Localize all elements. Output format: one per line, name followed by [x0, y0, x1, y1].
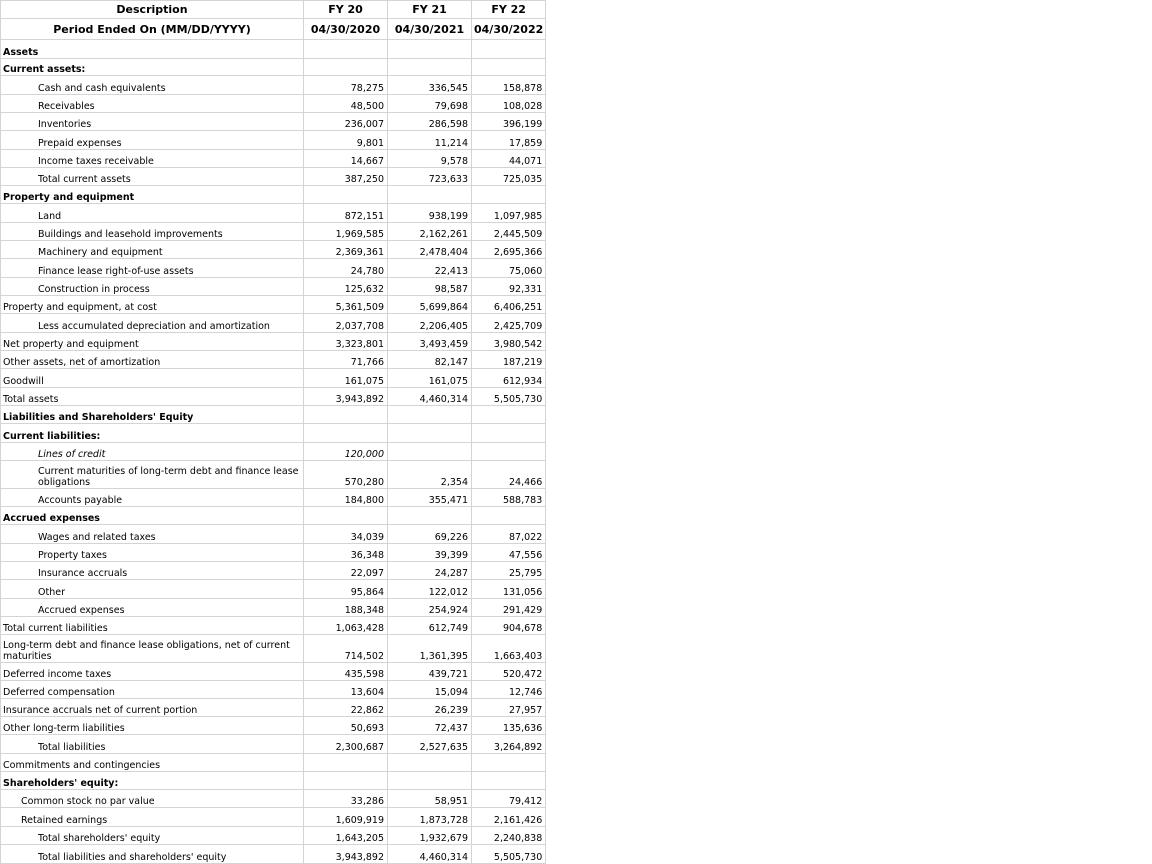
cell-fy21: 1,873,728 — [388, 808, 472, 827]
cell-fy22: 27,957 — [472, 699, 546, 717]
row-label: Other assets, net of amortization — [1, 351, 304, 369]
cell-fy20: 2,300,687 — [304, 735, 388, 754]
cell-fy21: 286,598 — [388, 113, 472, 131]
cell-fy21: 122,012 — [388, 580, 472, 599]
cell-fy21 — [388, 40, 472, 59]
cell-fy21: 355,471 — [388, 489, 472, 507]
cell-fy21: 3,493,459 — [388, 333, 472, 351]
cell-fy20: 5,361,509 — [304, 296, 388, 314]
cell-fy22: 25,795 — [472, 562, 546, 580]
cell-fy20: 78,275 — [304, 76, 388, 95]
cell-fy20 — [304, 186, 388, 204]
table-row — [1, 388, 546, 406]
cell-fy22: 108,028 — [472, 95, 546, 113]
table-row — [1, 617, 546, 635]
cell-fy22: 520,472 — [472, 663, 546, 681]
cell-fy20: 236,007 — [304, 113, 388, 131]
table-row — [1, 544, 546, 562]
table-row — [1, 406, 546, 424]
table-row — [1, 599, 546, 617]
table-row — [1, 772, 546, 790]
cell-fy21: 1,932,679 — [388, 827, 472, 845]
row-label: Construction in process — [1, 278, 304, 296]
table-row — [1, 717, 546, 735]
cell-fy22: 3,264,892 — [472, 735, 546, 754]
row-label: Total shareholders' equity — [1, 827, 304, 845]
table-row — [1, 259, 546, 278]
header-period-fy20: 04/30/2020 — [304, 19, 388, 40]
table-row — [1, 562, 546, 580]
cell-fy21: 58,951 — [388, 790, 472, 808]
row-label: Insurance accruals — [1, 562, 304, 580]
row-label: Finance lease right-of-use assets — [1, 259, 304, 278]
cell-fy22: 158,878 — [472, 76, 546, 95]
table-row — [1, 296, 546, 314]
cell-fy20: 34,039 — [304, 525, 388, 544]
cell-fy22: 2,445,509 — [472, 223, 546, 241]
table-row — [1, 790, 546, 808]
cell-fy22: 1,663,403 — [472, 635, 546, 663]
row-label: Total liabilities and shareholders' equity — [1, 845, 304, 864]
header-period-fy22: 04/30/2022 — [472, 19, 546, 40]
cell-fy22: 3,980,542 — [472, 333, 546, 351]
cell-fy22 — [472, 754, 546, 772]
row-label: Total current liabilities — [1, 617, 304, 635]
table-row — [1, 59, 546, 76]
cell-fy21: 612,749 — [388, 617, 472, 635]
row-label: Commitments and contingencies — [1, 754, 304, 772]
cell-fy20: 3,323,801 — [304, 333, 388, 351]
row-label: Property and equipment, at cost — [1, 296, 304, 314]
cell-fy20: 1,643,205 — [304, 827, 388, 845]
cell-fy20: 184,800 — [304, 489, 388, 507]
table-row — [1, 489, 546, 507]
row-label: Long-term debt and finance lease obligations, net of current maturities — [1, 635, 304, 663]
cell-fy20: 3,943,892 — [304, 388, 388, 406]
cell-fy21: 15,094 — [388, 681, 472, 699]
table-row — [1, 735, 546, 754]
table-row — [1, 76, 546, 95]
cell-fy20: 387,250 — [304, 168, 388, 186]
cell-fy22: 75,060 — [472, 259, 546, 278]
cell-fy21: 69,226 — [388, 525, 472, 544]
table-row — [1, 314, 546, 333]
row-label: Receivables — [1, 95, 304, 113]
cell-fy22: 187,219 — [472, 351, 546, 369]
row-label: Retained earnings — [1, 808, 304, 827]
cell-fy22 — [472, 507, 546, 525]
cell-fy22: 135,636 — [472, 717, 546, 735]
cell-fy21: 2,527,635 — [388, 735, 472, 754]
table-row — [1, 223, 546, 241]
row-label: Common stock no par value — [1, 790, 304, 808]
cell-fy21: 336,545 — [388, 76, 472, 95]
row-label: Buildings and leasehold improvements — [1, 223, 304, 241]
cell-fy21: 98,587 — [388, 278, 472, 296]
header-description: Description — [1, 1, 304, 19]
cell-fy20: 48,500 — [304, 95, 388, 113]
table-row — [1, 663, 546, 681]
cell-fy21 — [388, 754, 472, 772]
cell-fy20: 13,604 — [304, 681, 388, 699]
cell-fy21 — [388, 443, 472, 461]
cell-fy21: 24,287 — [388, 562, 472, 580]
cell-fy20: 2,369,361 — [304, 241, 388, 259]
cell-fy20: 71,766 — [304, 351, 388, 369]
cell-fy20: 125,632 — [304, 278, 388, 296]
cell-fy20 — [304, 754, 388, 772]
row-label: Accrued expenses — [1, 599, 304, 617]
cell-fy22: 1,097,985 — [472, 204, 546, 223]
row-label: Insurance accruals net of current portion — [1, 699, 304, 717]
row-label: Total liabilities — [1, 735, 304, 754]
table-row — [1, 681, 546, 699]
cell-fy22: 5,505,730 — [472, 845, 546, 864]
cell-fy20: 22,862 — [304, 699, 388, 717]
cell-fy22: 612,934 — [472, 369, 546, 388]
cell-fy22: 2,161,426 — [472, 808, 546, 827]
cell-fy21 — [388, 424, 472, 443]
row-label: Goodwill — [1, 369, 304, 388]
cell-fy22: 2,240,838 — [472, 827, 546, 845]
table-row — [1, 150, 546, 168]
cell-fy22: 725,035 — [472, 168, 546, 186]
row-label: Cash and cash equivalents — [1, 76, 304, 95]
cell-fy20: 3,943,892 — [304, 845, 388, 864]
row-label: Liabilities and Shareholders' Equity — [1, 406, 304, 424]
table-row — [1, 461, 546, 489]
cell-fy20 — [304, 772, 388, 790]
cell-fy22: 87,022 — [472, 525, 546, 544]
table-row — [1, 635, 546, 663]
cell-fy22: 291,429 — [472, 599, 546, 617]
cell-fy22: 6,406,251 — [472, 296, 546, 314]
table-row — [1, 443, 546, 461]
row-label: Accrued expenses — [1, 507, 304, 525]
cell-fy22: 904,678 — [472, 617, 546, 635]
header-fy20: FY 20 — [304, 1, 388, 19]
cell-fy21: 2,354 — [388, 461, 472, 489]
header-fy21: FY 21 — [388, 1, 472, 19]
table-row — [1, 580, 546, 599]
cell-fy22: 588,783 — [472, 489, 546, 507]
row-label: Machinery and equipment — [1, 241, 304, 259]
row-label: Assets — [1, 40, 304, 59]
cell-fy20: 1,609,919 — [304, 808, 388, 827]
table-row — [1, 424, 546, 443]
cell-fy21: 723,633 — [388, 168, 472, 186]
row-label: Wages and related taxes — [1, 525, 304, 544]
cell-fy21: 4,460,314 — [388, 845, 472, 864]
header-fy22: FY 22 — [472, 1, 546, 19]
cell-fy21: 11,214 — [388, 131, 472, 150]
cell-fy20: 9,801 — [304, 131, 388, 150]
table-row — [1, 351, 546, 369]
cell-fy22: 17,859 — [472, 131, 546, 150]
cell-fy20: 36,348 — [304, 544, 388, 562]
cell-fy21: 82,147 — [388, 351, 472, 369]
cell-fy20: 188,348 — [304, 599, 388, 617]
cell-fy21: 22,413 — [388, 259, 472, 278]
table-row — [1, 699, 546, 717]
table-row — [1, 168, 546, 186]
cell-fy22: 47,556 — [472, 544, 546, 562]
cell-fy20 — [304, 406, 388, 424]
cell-fy21 — [388, 772, 472, 790]
cell-fy22 — [472, 59, 546, 76]
cell-fy21 — [388, 59, 472, 76]
row-label: Property and equipment — [1, 186, 304, 204]
cell-fy22: 92,331 — [472, 278, 546, 296]
table-row — [1, 808, 546, 827]
cell-fy20: 714,502 — [304, 635, 388, 663]
table-row — [1, 131, 546, 150]
cell-fy21: 2,206,405 — [388, 314, 472, 333]
cell-fy21: 2,162,261 — [388, 223, 472, 241]
row-label: Less accumulated depreciation and amortization — [1, 314, 304, 333]
table-row — [1, 40, 546, 59]
cell-fy22: 2,425,709 — [472, 314, 546, 333]
cell-fy21: 5,699,864 — [388, 296, 472, 314]
cell-fy20: 872,151 — [304, 204, 388, 223]
cell-fy22 — [472, 40, 546, 59]
cell-fy20: 95,864 — [304, 580, 388, 599]
cell-fy22: 5,505,730 — [472, 388, 546, 406]
table-row — [1, 95, 546, 113]
row-label: Total assets — [1, 388, 304, 406]
row-label: Deferred income taxes — [1, 663, 304, 681]
cell-fy21: 2,478,404 — [388, 241, 472, 259]
cell-fy22 — [472, 443, 546, 461]
cell-fy22: 12,746 — [472, 681, 546, 699]
cell-fy20 — [304, 59, 388, 76]
cell-fy22: 2,695,366 — [472, 241, 546, 259]
row-label: Income taxes receivable — [1, 150, 304, 168]
cell-fy22: 44,071 — [472, 150, 546, 168]
cell-fy20 — [304, 424, 388, 443]
cell-fy20: 24,780 — [304, 259, 388, 278]
table-row — [1, 507, 546, 525]
table-row — [1, 369, 546, 388]
cell-fy21: 938,199 — [388, 204, 472, 223]
table-row — [1, 186, 546, 204]
cell-fy20: 50,693 — [304, 717, 388, 735]
cell-fy22: 79,412 — [472, 790, 546, 808]
balance-sheet-body — [1, 1, 546, 864]
cell-fy20: 1,969,585 — [304, 223, 388, 241]
row-label: Property taxes — [1, 544, 304, 562]
table-row — [1, 845, 546, 864]
cell-fy20: 570,280 — [304, 461, 388, 489]
table-row — [1, 113, 546, 131]
row-label: Prepaid expenses — [1, 131, 304, 150]
row-label: Land — [1, 204, 304, 223]
row-label: Shareholders' equity: — [1, 772, 304, 790]
cell-fy21: 439,721 — [388, 663, 472, 681]
cell-fy20 — [304, 40, 388, 59]
row-label: Inventories — [1, 113, 304, 131]
header-row-columns — [1, 1, 546, 19]
table-row — [1, 754, 546, 772]
cell-fy21: 161,075 — [388, 369, 472, 388]
row-label: Deferred compensation — [1, 681, 304, 699]
cell-fy21: 72,437 — [388, 717, 472, 735]
header-period-label: Period Ended On (MM/DD/YYYY) — [1, 19, 304, 40]
cell-fy22: 131,056 — [472, 580, 546, 599]
cell-fy21: 1,361,395 — [388, 635, 472, 663]
cell-fy21: 79,698 — [388, 95, 472, 113]
cell-fy20: 33,286 — [304, 790, 388, 808]
balance-sheet-table — [0, 0, 546, 864]
row-label: Other — [1, 580, 304, 599]
cell-fy21: 9,578 — [388, 150, 472, 168]
cell-fy21: 26,239 — [388, 699, 472, 717]
cell-fy21: 39,399 — [388, 544, 472, 562]
table-row — [1, 241, 546, 259]
cell-fy20: 2,037,708 — [304, 314, 388, 333]
row-label: Total current assets — [1, 168, 304, 186]
cell-fy21 — [388, 507, 472, 525]
cell-fy20: 14,667 — [304, 150, 388, 168]
cell-fy20 — [304, 507, 388, 525]
row-label: Current maturities of long-term debt and finance lease obligations — [1, 461, 304, 489]
row-label: Current liabilities: — [1, 424, 304, 443]
table-row — [1, 525, 546, 544]
cell-fy20: 161,075 — [304, 369, 388, 388]
table-row — [1, 204, 546, 223]
row-label: Current assets: — [1, 59, 304, 76]
cell-fy22: 24,466 — [472, 461, 546, 489]
row-label: Other long-term liabilities — [1, 717, 304, 735]
cell-fy22 — [472, 186, 546, 204]
cell-fy20: 1,063,428 — [304, 617, 388, 635]
table-row — [1, 278, 546, 296]
row-label: Net property and equipment — [1, 333, 304, 351]
cell-fy20: 120,000 — [304, 443, 388, 461]
cell-fy20: 435,598 — [304, 663, 388, 681]
cell-fy21: 4,460,314 — [388, 388, 472, 406]
header-row-period — [1, 19, 546, 40]
table-row — [1, 827, 546, 845]
cell-fy21 — [388, 186, 472, 204]
cell-fy22 — [472, 424, 546, 443]
cell-fy21 — [388, 406, 472, 424]
cell-fy20: 22,097 — [304, 562, 388, 580]
row-label: Accounts payable — [1, 489, 304, 507]
table-row — [1, 333, 546, 351]
cell-fy22 — [472, 772, 546, 790]
cell-fy21: 254,924 — [388, 599, 472, 617]
cell-fy22: 396,199 — [472, 113, 546, 131]
row-label: Lines of credit — [1, 443, 304, 461]
header-period-fy21: 04/30/2021 — [388, 19, 472, 40]
cell-fy22 — [472, 406, 546, 424]
